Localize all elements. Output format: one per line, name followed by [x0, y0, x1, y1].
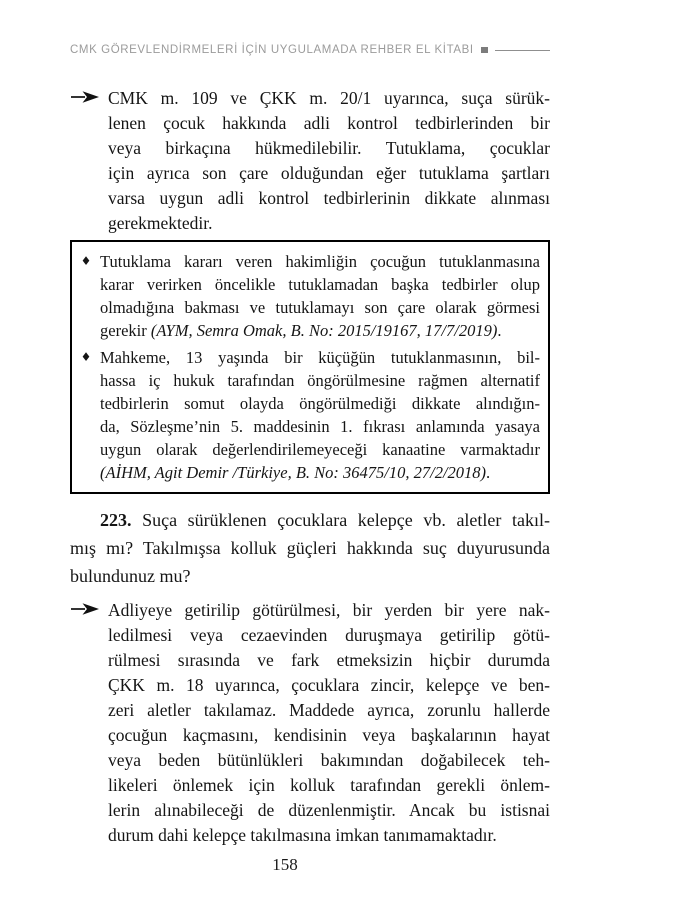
text-line: zeri aletler takılamaz. Maddede ayrıca, zorunlu hallerde [108, 700, 550, 720]
text-line: bulundunuz mu? [70, 566, 191, 586]
text-line: mış mı? Takılmışsa kolluk güçleri hakkında suç duyurusunda [70, 538, 550, 558]
info-box [70, 240, 550, 494]
text-line: veya beden bütünlükleri bakımından doğabilecek teh- [108, 750, 550, 770]
arrow-item-text [108, 598, 550, 848]
text-line: lenen çocuk hakkında adli kontrol tedbirlerinden bir [108, 113, 550, 133]
header-rule [495, 50, 550, 51]
text-line: da, Sözleşme’nin 5. maddesinin 1. fıkrası anlamında yasaya [100, 417, 540, 436]
header-square-ornament [481, 47, 488, 53]
numbered-paragraph [70, 506, 550, 590]
diamond-bullet-icon: ♦ [80, 350, 92, 364]
diamond-bullet-icon: ♦ [80, 254, 92, 268]
text-line: ÇKK m. 18 uyarınca, çocuklara zincir, kelepçe ve ben- [108, 675, 550, 695]
text-line: uygun olarak değerlendirilemeyeceği kanaatine varmaktadır [100, 440, 540, 459]
arrow-icon [70, 86, 108, 236]
text-line: (AİHM, Agit Demir /Türkiye, B. No: 36475/10, 27/2/2018). [100, 463, 491, 482]
text-line: Adliyeye getirilip götürülmesi, bir yerden bir yere nak- [108, 600, 550, 620]
arrow-bullet-item [70, 86, 550, 236]
running-header [70, 0, 550, 56]
page-number: 158 [272, 855, 298, 874]
arrow-item-text [108, 86, 550, 236]
box-bullet-item [72, 346, 540, 484]
box-bullet-item [72, 250, 540, 342]
text-line: 223. Suça sürüklenen çocuklara kelepçe vb. aletler takıl- [100, 510, 550, 530]
text-line: ledilmesi veya cezaevinden duruşmaya getirilip götü- [108, 625, 550, 645]
text-line: veya birkaçına hükmedilebilir. Tutuklama, çocuklar [108, 138, 550, 158]
text-line: likeleri önlemek için kolluk tarafından gerekli önlem- [108, 775, 550, 795]
text-line: lerin alınabileceği de düzenlenmiştir. Ancak bu istisnai [108, 800, 550, 820]
text-line: varsa uygun adli kontrol tedbirlerinin dikkate alınması [108, 188, 550, 208]
text-line: olmadığına bakması ve tutuklamayı son çare olarak görmesi [100, 298, 540, 317]
text-line: Tutuklama kararı veren hakimliğin çocuğun tutuklanmasına [100, 252, 540, 271]
box-item-text [100, 250, 540, 342]
text-line: CMK m. 109 ve ÇKK m. 20/1 uyarınca, suça sürük- [108, 88, 550, 108]
text-line: gerekir (AYM, Semra Omak, B. No: 2015/19167, 17/7/2019). [100, 321, 502, 340]
text-line: rülmesi sırasında ve fark etmeksizin hiçbir durumda [108, 650, 550, 670]
text-line: durum dahi kelepçe takılmasına imkan tanımamaktadır. [108, 825, 497, 845]
content [70, 86, 550, 848]
text-line: hassa iç hukuk tarafından öngörülmesine rağmen alternatif [100, 371, 540, 390]
box-item-text [100, 346, 540, 484]
text-line: için ayrıca son çare olduğundan eğer tutuklama şartları [108, 163, 550, 183]
text-line: çocuğun kaçmasını, kendisinin veya başkalarının hayat [108, 725, 550, 745]
text-line: gerekmektedir. [108, 213, 213, 233]
arrow-bullet-item [70, 598, 550, 848]
text-line: Mahkeme, 13 yaşında bir küçüğün tutuklanmasının, bil- [100, 348, 540, 367]
text-line: karar verirken öncelikle tutuklamadan başka tedbirler olup [100, 275, 540, 294]
text-line: tedbirlerin somut olayda öngörülmediği dikkate alındığın- [100, 394, 540, 413]
arrow-icon [70, 598, 108, 848]
header-title: CMK GÖREVLENDİRMELERİ İÇİN UYGULAMADA REHBER EL KİTABI [70, 44, 474, 56]
